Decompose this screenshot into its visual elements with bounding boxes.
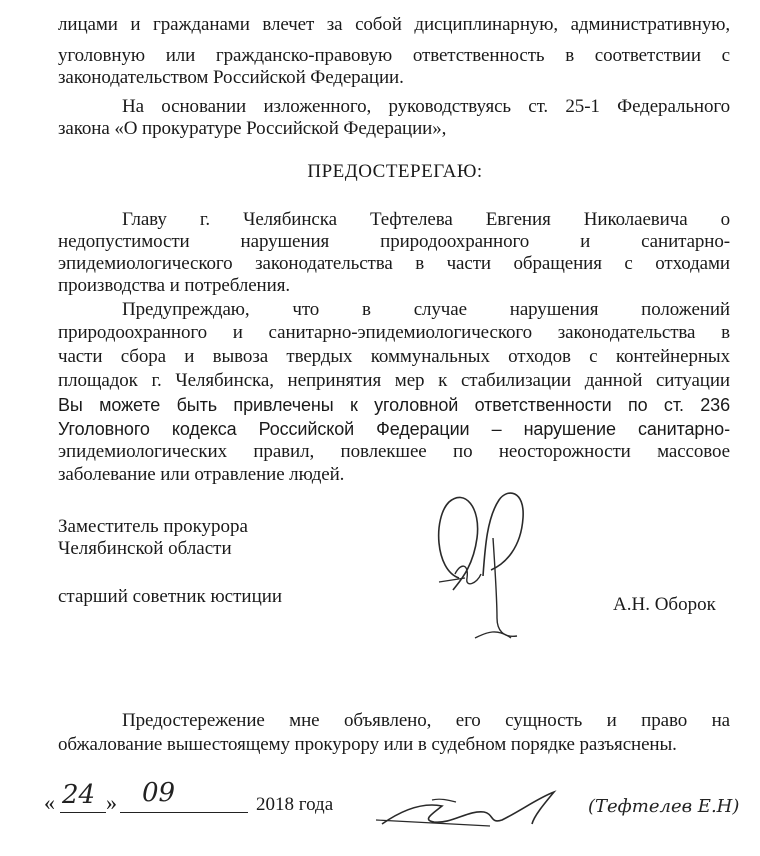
document-heading: ПРЕДОСТЕРЕГАЮ: [307, 161, 483, 182]
notice-line-3: части сбора и вывоза твердых коммунальных отходов с контейнерных [58, 346, 730, 367]
notice-line-2: природоохранного и санитарно-эпидемиологического законодательства в [58, 322, 730, 343]
date-month: 09 [142, 778, 176, 808]
intro-line-1: лицами и гражданами влечет за собой дисциплинарную, административную, [58, 14, 730, 35]
basis-line-1: На основании изложенного, руководствуясь ст. 25-1 Федерального [122, 96, 730, 117]
basis-line-2: закона «О прокуратуре Российской Федерации», [58, 118, 447, 139]
date-month-underline [120, 812, 248, 813]
notice-line-7: эпидемиологических правил, повлекшее по неосторожности массовое [58, 441, 730, 462]
notice-line-5: Вы можете быть привлечены к уголовной ответственности по ст. 236 [58, 395, 730, 415]
notice-line-1: Предупреждаю, что в случае нарушения положений [122, 299, 730, 320]
signatory-position-line-1: Заместитель прокурора [58, 516, 248, 537]
subject-line-2: недопустимости нарушения природоохранного и санитарно- [58, 231, 730, 252]
date-day-underline [60, 812, 106, 813]
date-day: 24 [62, 780, 96, 810]
recipient-signature-name: (Тефтелев Е.Н) [588, 796, 740, 817]
prosecutor-signature [425, 478, 565, 658]
acknowledgement-line-1: Предостережение мне объявлено, его сущность и право на [122, 710, 730, 731]
date-close-quote: » [106, 790, 117, 815]
signatory-name: А.Н. Оборок [613, 594, 716, 615]
date-year: 2018 года [256, 794, 334, 815]
subject-line-3: эпидемиологического законодательства в части обращения с отходами [58, 253, 730, 274]
notice-line-6: Уголовного кодекса Российской Федерации – нарушение санитарно- [58, 419, 730, 439]
subject-line-1: Главу г. Челябинска Тефтелева Евгения Николаевича о [122, 209, 730, 230]
notice-line-4: площадок г. Челябинска, непринятия мер к стабилизации данной ситуации [58, 370, 730, 391]
acknowledgement-line-2: обжалование вышестоящему прокурору или в судебном порядке разъяснены. [58, 734, 677, 755]
intro-line-2: уголовную или гражданско-правовую ответственность в соответствии с [58, 45, 730, 66]
notice-line-8: заболевание или отравление людей. [58, 464, 345, 485]
date-open-quote: « [44, 790, 55, 815]
subject-line-4: производства и потребления. [58, 275, 290, 296]
signatory-position-line-2: Челябинской области [58, 538, 232, 559]
intro-line-3: законодательством Российской Федерации. [58, 67, 404, 88]
recipient-signature [372, 780, 582, 840]
signatory-rank: старший советник юстиции [58, 586, 283, 607]
